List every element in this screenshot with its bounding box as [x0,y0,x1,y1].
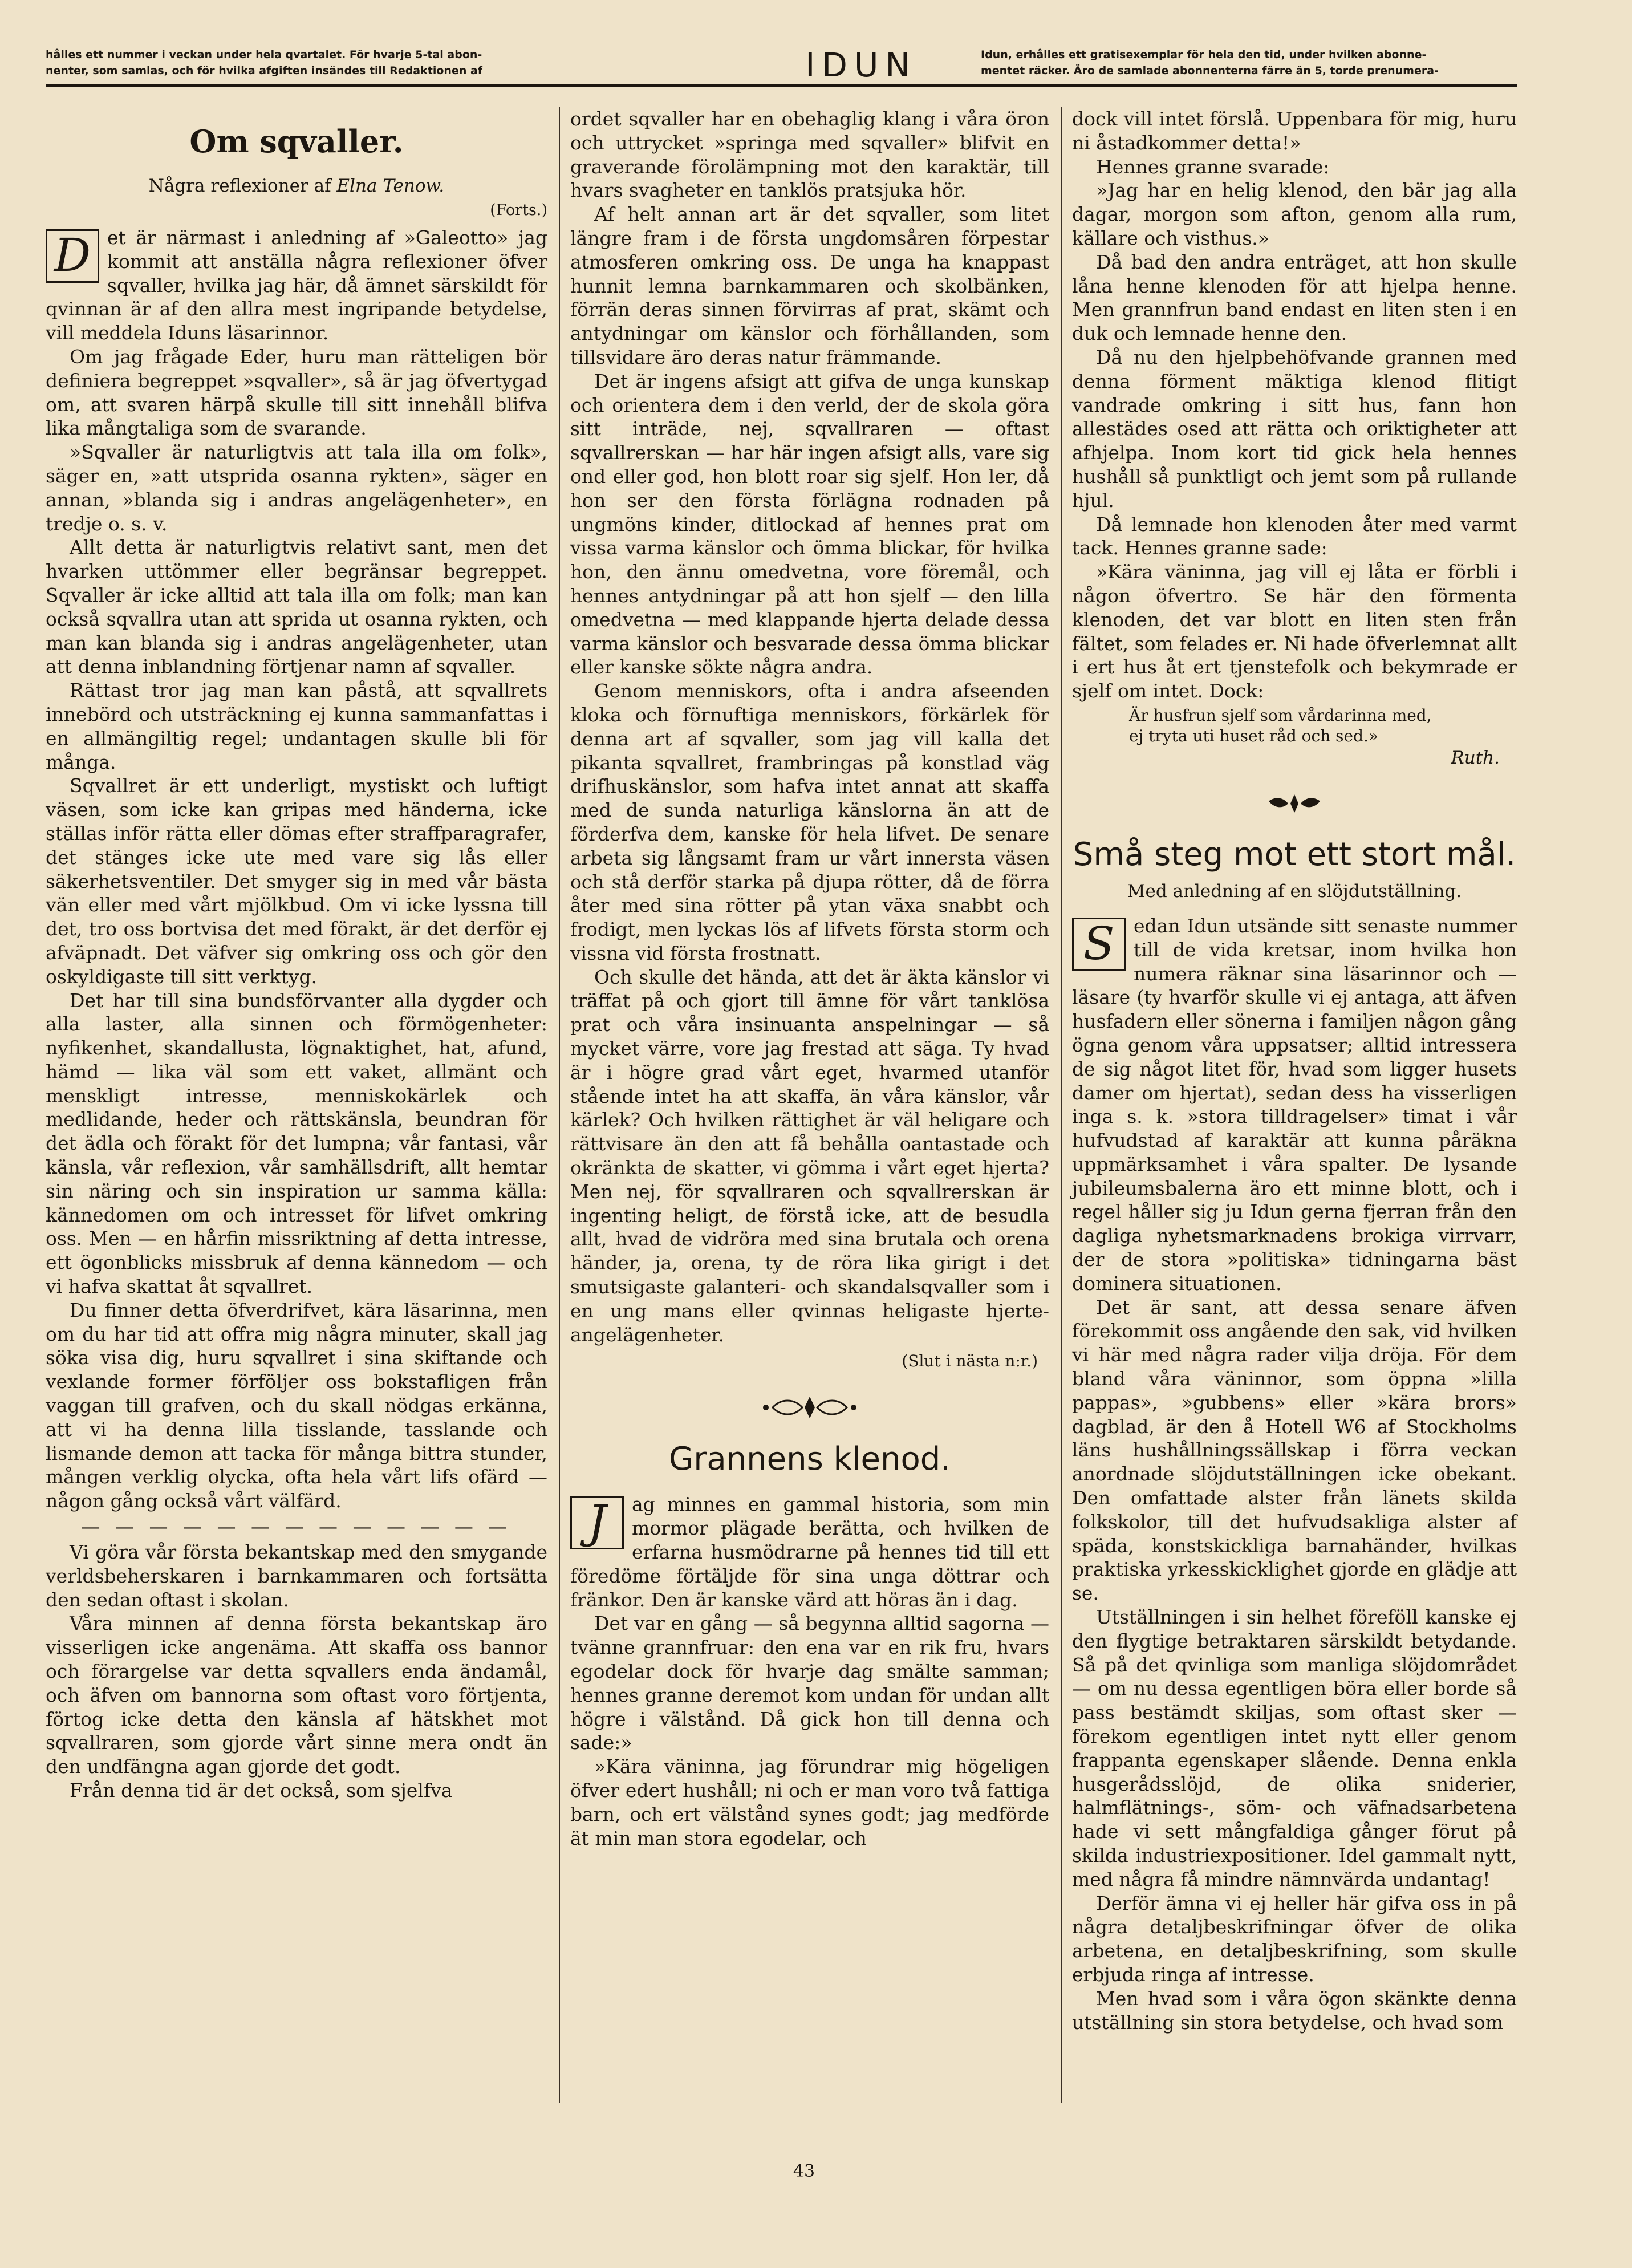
paragraph: Det har till sina bundsförvanter alla dygder och alla laster, alla sinnen och förmögenheter: nyfikenhet, skandallusta, lögnaktighet, hat, afund, hämd — lika väl som ett vaket, allmänt och menskligt intresse, menniskokärlek och medlidande, heder och rättskänsla, beundran för det ädla och förakt för det lumpna; vår fantasi, vår känsla, vår reflexion, vår samhällsdrift, allt hemtar sin näring och sin inspiration ur samma källa: kännedomen om och intresset för lifvet omkring oss. Men — en hårfin missriktning af detta intresse, ett ögonblicks missbruk af denna kännedom — och vi hafva skattat åt sqvallret. [46,989,547,1298]
paragraph: Sqvallret är ett underligt, mystiskt och luftigt väsen, som icke kan gripas med händerna, icke ställas inför rätta eller dömas efter straffparagrafer, det stänges icke ute med vare sig lås eller säkerhetsventiler. Det smyger sig in med vår bästa vän eller med vårt mjölkbud. Om vi icke lyssna till det, tro oss bortvisa det med förakt, är det derför ej afväpnadt. Det väfver sig omkring oss och gör den oskyldigaste till sitt verktyg. [46,774,547,988]
article-subtitle: Med anledning af en slöjdutställning. [1127,881,1462,902]
paragraph: Derför ämna vi ej heller här gifva oss in på några detaljbeskrifningar öfver de olika arbetena, en detaljbeskrifning, som skulle erbjuda ringa af intresse. [1072,1892,1517,1986]
paragraph: »Kära väninna, jag vill ej låta er förbli i någon öfvertro. Se här den förmenta klenoden, det var blott en liten sten från fältet, som felades er. Ni hade öfverlemnat allt i ert hus åt ert tjenstefolk och bekymrade er sjelf om intet. Dock: [1072,561,1517,703]
page-header [46,44,1517,87]
header-right-text: Idun, erhålles ett gratisexemplar för hela den tid, under hvilken abonne- mentet räcker. Äro de samlade abonnenterna färre än 5, torde prenumera- [981,48,1439,77]
paragraph: »Kära väninna, jag förundrar mig högeligen öfver edert hushåll; ni och er man voro två fattiga barn, och ert välstånd synes godt; jag medförde ät min man stora egodelar, och [570,1755,1049,1849]
paragraph: Om jag frågade Eder, huru man rätteligen bör definiera begreppet »sqvaller», så är jag öfvertygad om, att svaren härpå skulle till sitt innehåll blifva lika mångtaliga som de svarande. [46,345,547,440]
paragraph: S edan Idun utsände sitt senaste nummer till de vida kretsar, inom hvilka hon numera räknar sina läsarinnor och — läsare (ty hvarför skulle vi ej antaga, att äfven husfadern eller sönerna i familjen någon gång ögna genom våra uppsatser; alltid intressera de sig något litet för, hvad som ligger husets damer om hjertat), sedan dess ha visserligen inga s. k. »stora tilldragelser» timat i vår hufvudstad af karaktär att kunna påräkna uppmärksamhet i våra spalter. De lysande jubileumsbalerna äro ett minne blott, och i regel håller sig ju Idun gerna fjerran från den dagliga nyhetsmarknadens brokiga virrvarr, der de stora »politiska» tidningarna bäst dominera situationen. [1072,914,1517,1295]
paragraph: J ag minnes en gammal historia, som min mormor plägade berätta, och hvilken de erfarna husmödrarne på hennes tid till ett föredöme förtäljde för sina unga döttrar och fränkor. Den är kanske värd att höras än i dag. [570,1493,1049,1611]
paragraph: Då bad den andra enträget, att hon skulle låna henne klenoden för att hjelpa henne. Men grannfrun band endast en liten sten i en duk och lemnade henne den. [1072,250,1517,345]
paragraph: Du finner detta öfverdrifvet, kära läsarinna, men om du har tid att offra mig några minuter, skall jag söka visa dig, huru sqvallret i sina skiftande och vexlande former förföljer oss bokstafligen från vaggan till grafven, och du skall nödgas erkänna, att vi ha denna lilla tisslande, tasslande och lismande demon att tacka för många bittra stunder, mången verklig olycka, ofta hela vårt lifs ofärd — någon gång också vårt välfärd. [46,1299,547,1512]
paragraph: Då lemnade hon klenoden åter med varmt tack. Hennes granne sade: [1072,513,1517,559]
paragraph: Hennes granne svarade: [1096,155,1330,178]
header-left-text: hålles ett nummer i veckan under hela qvartalet. För hvarje 5-tal abon- nenter, som samlas, och för hvilka afgiften insändes till Redaktionen af [46,48,483,77]
article-title: Grannens klenod. [668,1441,951,1478]
drop-cap: S [1072,918,1126,971]
paragraph: Men hvad som i våra ögon skänkte denna utställning sin stora betydelse, och hvad som [1072,1987,1517,2034]
masthead: IDUN [805,46,917,84]
column-3 [1072,107,1517,2034]
paragraph: Våra minnen af denna första bekantskap äro visserligen icke angenäma. Att skaffa oss bannor och förargelse var detta sqvallers enda ändamål, och äfven om bannorna som oftast voro förtjenta, förtog icke detta den känsla af hätskhet mot sqvallraren, som gjorde vårt sinne mera ondt än den undfängna agan gjorde det godt. [46,1612,547,1778]
column-rule [559,107,560,2103]
paragraph: Och skulle det hända, att det är äkta känslor vi träffat på och gjort till ämne för vårt tanklösa prat och våra insinuanta anspelningar — så mycket värre, vore jag frestad att säga. Ty hvad är i högre grad vårt eget, hvarmed utanför stående intet ha att skaffa, än våra känslor, vår kärlek? Och hvilken rättighet är väl heligare och rättvisare än den att få behålla oantastade och okränkta de skatter, vi gömma i vårt eget hjerta? Men nej, för sqvallraren och sqvallrerskan är ingenting heligt, de förstå icke, att de besudla allt, hvad de vidröra med sina brutala och orena händer, ja, orena, ty de röra lika girigt i det smutsigaste galanteri- och skandalsqvaller som i en ung mans eller qvinnas heligaste hjerte-angelägenheter. [570,965,1049,1346]
paragraph: Då nu den hjelpbehöfvande grannen med denna förment mäktiga klenod flitigt vandrade omkring i sitt hus, fann hon allestädes osed att rätta och oriktigheter att afhjelpa. Inom kort tid gick hela hennes hushåll så punktligt och jemt som på rullande hjul. [1072,346,1517,512]
continued-note: (Forts.) [490,201,547,219]
paragraph: Utställningen i sin helhet föreföll kanske ej den flygtige betraktaren särskildt betydande. Så på det qvinliga som manliga slöjdområdet — om nu dessa egentligen böra eller borde så pass bestämdt skiljas, som oftast sker — förekom egentligen intet nytt eller genom frappanta egenskaper slående. Denna enkla husgerådsslöjd, de olika sniderier, halmflätnings-, söm- och väfnadsarbetena hade vi sett mångfaldiga gånger förut på skilda industriexpositioner. Idel gammalt nytt, med några få mindre nämnvärda undantag! [1072,1606,1517,1890]
column-1 [46,107,547,1803]
drop-cap: D [46,229,99,283]
paragraph: Allt detta är naturligtvis relativt sant, men det hvarken uttömmer eller begränsar begreppet. Sqvaller är icke alltid att tala illa om folk; man kan också sqvallra utan att sprida ut osanna rykten, och man kan blanda sig i andras angelägenheter, utan att denna inblandning förtjenar namn af sqvaller. [46,536,547,678]
paragraph: Vi göra vår första bekantskap med den smygande verldsbeherskaren i barnkammaren och fortsätta den sedan oftast i skolan. [46,1541,547,1611]
paragraph: Det är ingens afsigt att gifva de unga kunskap och orientera dem i den verld, der de skola göra sitt inträde, nej, sqvallraren — oftast sqvallrerskan — har här ingen afsigt alls, vare sig ond eller god, hon blott roar sig sjelf. Hon ler, då hon ser den första förlägna rodnaden på ungmöns kinder, ditlockad af hennes prat om vissa varma känslor och ömma blickar, för hvilka hon, den ännu omedvetna, vore föremål, och hennes antydningar på att hon sjelf — den lilla omedvetna — med klappande hjerta delade dessa varma känslor och besvarade dessa ömma blickar eller kanske sökte några andra. [570,370,1049,679]
paragraph: Från denna tid är det också, som sjelfva [70,1779,453,1802]
paragraph: »Sqvaller är naturligtvis att tala illa om folk», säger en, »att utsprida osanna rykten», säger en annan, »blanda sig i andras angelägenheter», en tredje o. s. v. [46,441,547,535]
paragraph: dock vill intet förslå. Uppenbara för mig, huru ni åstadkommer detta!» [1072,108,1517,154]
paragraph: Det är sant, att dessa senare äfven förekommit oss angående den sak, vid hvilken vi här med några rader vilja dröja. För dem bland våra väninnor, som öppna »lilla pappas», »gubbens» eller »kära brors» dagblad, är den å Hotell W6 af Stockholms läns hushållningssällskap i förra veckan anordnade slöjdutställningen icke obekant. Den omfattade alster från länets skilda folkskolor, till det hufvudsakliga alster af späda, konstskickliga barnahänder, hvilkas praktiska yrkesskicklighet gjorde en glädje att se. [1072,1296,1517,1605]
column-2 [570,107,1049,1850]
signature: Ruth. [1451,747,1500,768]
byline: Några reflexioner af Elna Tenow. [148,176,445,196]
article-title: Små steg mot ett stort mål. [1073,835,1516,873]
paragraph: Genom menniskors, ofta i andra afseenden kloka och förnuftiga menniskors, förkärlek för denna art af sqvaller, som jag vill kalla det pikanta sqvallret, frambringas på konstlad väg drifhuskänslor, som hafva intet annat att skaffa med de sunda naturliga känslorna än att de förderfva dem, kanske för hela lifvet. De senare arbeta sig långsamt fram ur vårt innersta väsen och stå derför starka på djupa rötter, då de förra åter med sina rötter på ytan växa snabbt och frodigt, men lyckas lös af lifvets första storm och vissna vid första frostnatt. [570,680,1049,964]
paragraph: »Jag har en helig klenod, den bär jag alla dagar, morgon som afton, genom alla rum, källare och visthus.» [1072,179,1517,249]
ornament-icon [756,1394,864,1421]
paragraph: D et är närmast i anledning af »Galeotto» jag kommit att anställa några reflexioner öfver sqvaller, hvilka jag här, då ämnet särskildt för qvinnan är af den allra mest ingripande betydelse, vill meddela Iduns läsarinnor. [46,226,547,344]
paragraph: Rättast tror jag man kan påstå, att sqvallrets innebörd och utsträckning ej kunna sammanfattas i en allmängiltig regel; undantagen skulle bli för många. [46,679,547,773]
leaf-ornament-icon [1263,791,1326,816]
author-name: Elna Tenow. [336,176,445,196]
section-break: — — — — — — — — — — — — — [81,1515,512,1538]
article-title: Om sqvaller. [189,123,404,160]
drop-cap: J [570,1496,624,1549]
continued-next-note: (Slut i nästa n:r.) [902,1352,1038,1371]
column-rule [1061,107,1062,2103]
paragraph: ordet sqvaller har en obehaglig klang i våra öron och uttrycket »springa med sqvaller» blifvit en graverande förolämpning mot den karaktär, till hvars svagheter en tanklös pratsjuka hör. [570,108,1049,202]
page-number: 43 [793,2161,815,2181]
paragraph: Det var en gång — så begynna alltid sagorna — tvänne grannfruar: den ena var en rik fru, hvars egodelar dock för hvarje dag smälte samman; hennes granne deremot kom undan för undan allt högre i välstånd. Då gick hon till denna och sade:» [570,1612,1049,1754]
paragraph: Af helt annan art är det sqvaller, som litet längre fram i de första ungdomsåren förpestar atmosferen omkring oss. De unga ha knappast hunnit lemna barnkammaren och skolbänken, förrän deras sinnen förvirras af prat, skämt och antydningar om känslor och förhållanden, som tillsvidare äro deras natur främmande. [570,203,1049,368]
verse: Är husfrun sjelf som vårdarinna med, ej tryta uti huset råd och sed.» [1129,705,1432,745]
